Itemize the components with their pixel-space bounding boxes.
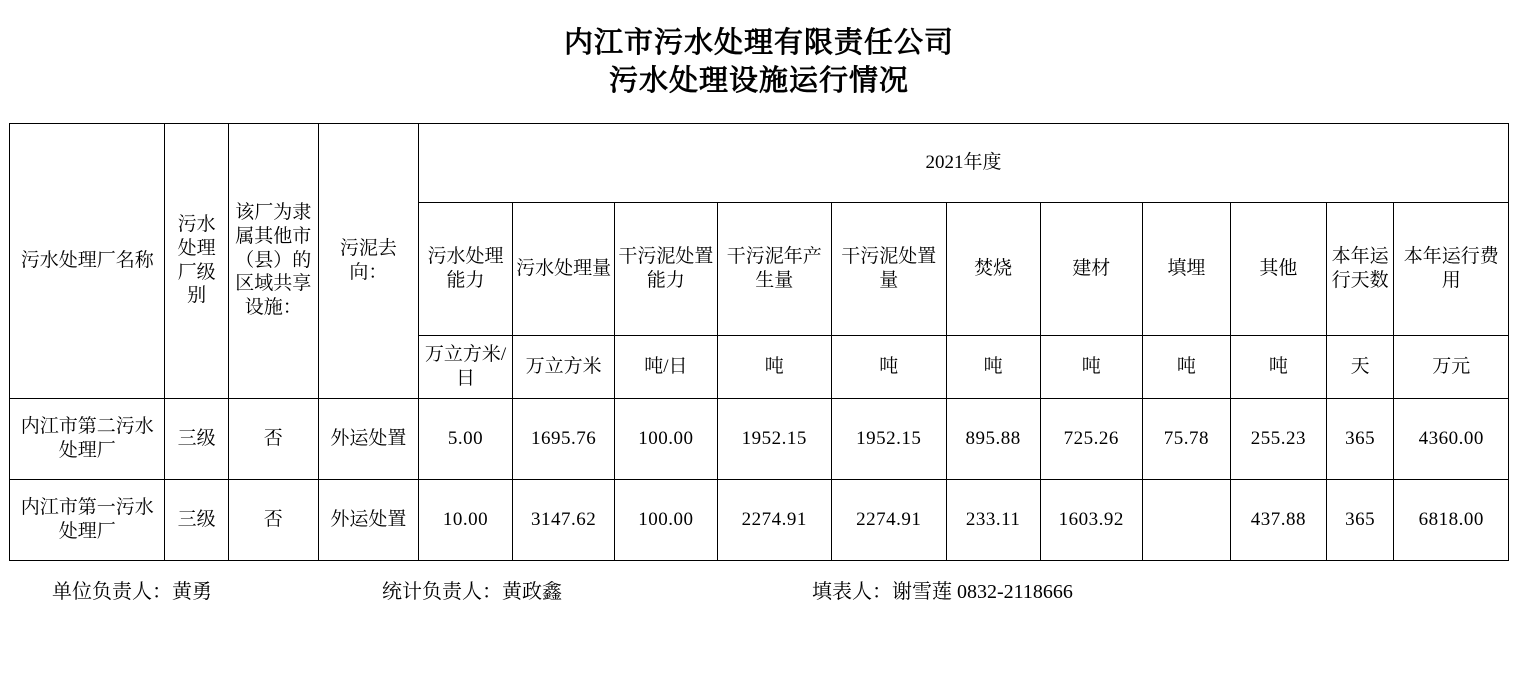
col-header-incineration: 焚烧 (946, 202, 1040, 335)
cell-dry-sludge-disposed: 1952.15 (832, 398, 947, 479)
footer-statistics-leader: 统计负责人：黄政鑫 (382, 580, 562, 603)
cell-treat-volume: 3147.62 (513, 479, 615, 560)
col-header-dry-sludge-capacity: 干污泥处置能力 (615, 202, 717, 335)
cell-plant-level: 三级 (165, 479, 228, 560)
cell-other: 437.88 (1230, 479, 1326, 560)
table-row (10, 398, 1509, 479)
title-line-2: 污水处理设施运行情况 (608, 65, 909, 98)
document-title (0, 0, 1518, 101)
unit-treat-capacity: 万立方米/日 (418, 335, 512, 398)
title-line-1: 内江市污水处理有限责任公司 (563, 27, 954, 59)
cell-incineration: 233.11 (946, 479, 1040, 560)
cell-operating-days: 365 (1326, 479, 1393, 560)
col-header-landfill: 填埋 (1142, 202, 1230, 335)
header-row-top (10, 123, 1509, 202)
cell-treat-capacity: 10.00 (418, 479, 512, 560)
cell-dry-sludge-annual: 2274.91 (717, 479, 832, 560)
cell-building-material: 725.26 (1040, 398, 1142, 479)
cell-plant-name: 内江市第二污水处理厂 (10, 398, 165, 479)
col-header-building-material: 建材 (1040, 202, 1142, 335)
unit-building-material: 吨 (1040, 335, 1142, 398)
unit-dry-sludge-disposed: 吨 (832, 335, 947, 398)
col-header-dry-sludge-annual: 干污泥年产生量 (717, 202, 832, 335)
cell-sludge-destination: 外运处置 (318, 398, 418, 479)
cell-treat-capacity: 5.00 (418, 398, 512, 479)
cell-shared-facility: 否 (228, 479, 318, 560)
cell-operating-days: 365 (1326, 398, 1393, 479)
col-header-year-group: 2021年度 (418, 123, 1508, 202)
cell-operating-cost: 6818.00 (1394, 479, 1509, 560)
cell-plant-name: 内江市第一污水处理厂 (10, 479, 165, 560)
col-header-plant-name: 污水处理厂名称 (10, 123, 165, 398)
cell-treat-volume: 1695.76 (513, 398, 615, 479)
col-header-operating-days: 本年运行天数 (1326, 202, 1393, 335)
col-header-treat-capacity: 污水处理能力 (418, 202, 512, 335)
document-footer (0, 575, 1518, 604)
unit-treat-volume: 万立方米 (513, 335, 615, 398)
wastewater-facility-table (9, 123, 1509, 561)
cell-dry-sludge-capacity: 100.00 (615, 398, 717, 479)
cell-landfill: 75.78 (1142, 398, 1230, 479)
unit-incineration: 吨 (946, 335, 1040, 398)
footer-form-filler: 填表人：谢雪莲 0832-2118666 (812, 580, 1073, 603)
unit-operating-cost: 万元 (1394, 335, 1509, 398)
cell-landfill (1142, 479, 1230, 560)
cell-incineration: 895.88 (946, 398, 1040, 479)
col-header-plant-level: 污水处理厂级别 (165, 123, 228, 398)
cell-plant-level: 三级 (165, 398, 228, 479)
cell-dry-sludge-capacity: 100.00 (615, 479, 717, 560)
col-header-other: 其他 (1230, 202, 1326, 335)
cell-operating-cost: 4360.00 (1394, 398, 1509, 479)
cell-dry-sludge-annual: 1952.15 (717, 398, 832, 479)
col-header-dry-sludge-disposed: 干污泥处置量 (832, 202, 947, 335)
cell-dry-sludge-disposed: 2274.91 (832, 479, 947, 560)
col-header-operating-cost: 本年运行费用 (1394, 202, 1509, 335)
unit-dry-sludge-capacity: 吨/日 (615, 335, 717, 398)
col-header-treat-volume: 污水处理量 (513, 202, 615, 335)
cell-sludge-destination: 外运处置 (318, 479, 418, 560)
unit-landfill: 吨 (1142, 335, 1230, 398)
cell-building-material: 1603.92 (1040, 479, 1142, 560)
cell-other: 255.23 (1230, 398, 1326, 479)
unit-other: 吨 (1230, 335, 1326, 398)
col-header-sludge-destination: 污泥去向： (318, 123, 418, 398)
table-row (10, 479, 1509, 560)
col-header-shared-facility: 该厂为隶属其他市（县）的区域共享设施： (228, 123, 318, 398)
footer-unit-leader: 单位负责人：黄勇 (52, 580, 212, 603)
unit-operating-days: 天 (1326, 335, 1393, 398)
cell-shared-facility: 否 (228, 398, 318, 479)
unit-dry-sludge-annual: 吨 (717, 335, 832, 398)
